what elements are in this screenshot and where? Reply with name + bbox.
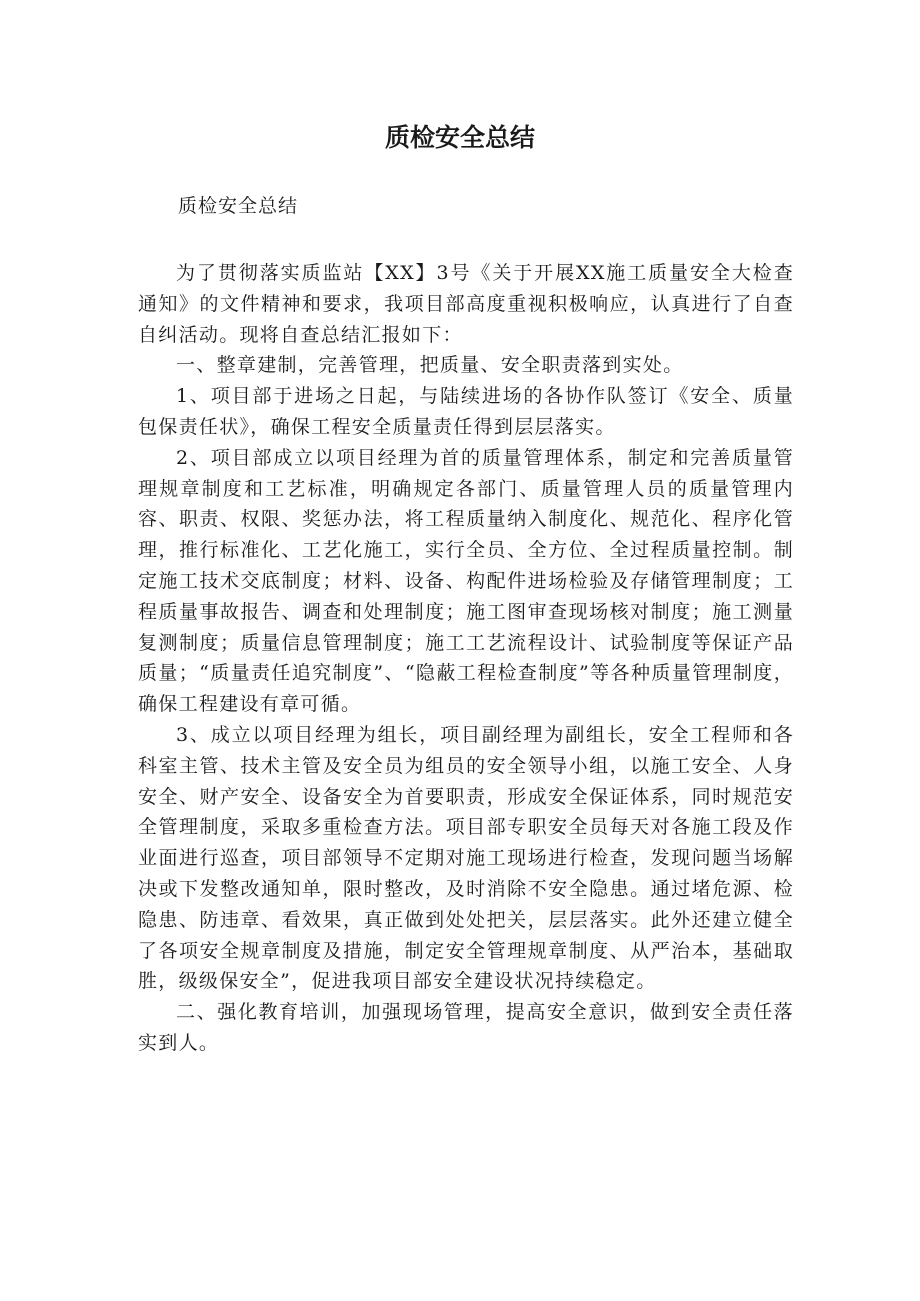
document-subtitle: 质检安全总结 xyxy=(178,195,299,217)
paragraph-item-3: 3、成立以项目经理为组长，项目副经理为副组长，安全工程师和各科室主管、技术主管及安全员为组员的安全领导小组，以施工安全、人身安全、财产安全、设备安全为首要职责，形成安全保证体系，同时规范安全管理制度，采取多重检查方法。项目部专职安全员每天对各施工段及作业面进行巡查，项目部领导不定期对施工现场进行检查，发现问题当场解决或下发整改通知单，限时整改，及时消除不安全隐患。通过堵危源、检隐患、防违章、看效果，真正做到处处把关，层层落实。此外还建立健全了各项安全规章制度及措施，制定安全管理规章制度、从严治本，基础取胜，级级保安全”，促进我项目部安全建设状况持续稳定。 xyxy=(138,723,794,993)
paragraph-section-two-heading: 二、强化教育培训，加强现场管理，提高安全意识，做到安全责任落实到人。 xyxy=(138,1001,794,1054)
paragraph-item-1: 1、项目部于进场之日起，与陆续进场的各协作队签订《安全、质量包保责任状》，确保工程安全质量责任得到层层落实。 xyxy=(138,385,794,438)
paragraph-intro: 为了贯彻落实质监站【XX】3号《关于开展XX施工质量安全大检查通知》的文件精神和要求，我项目部高度重视积极响应，认真进行了自查自纠活动。现将自查总结汇报如下： xyxy=(138,262,794,346)
paragraph-item-2: 2、项目部成立以项目经理为首的质量管理体系，制定和完善质量管理规章制度和工艺标准，明确规定各部门、质量管理人员的质量管理内容、职责、权限、奖惩办法，将工程质量纳入制度化、规范化、程序化管理，推行标准化、工艺化施工，实行全员、全方位、全过程质量控制。制定施工技术交底制度；材料、设备、构配件进场检验及存储管理制度；工程质量事故报告、调查和处理制度；施工图审查现场核对制度；施工测量复测制度；质量信息管理制度；施工工艺流程设计、试验制度等保证产品质量；“质量责任追究制度”、“隐蔽工程检查制度”等各种质量管理制度，确保工程建设有章可循。 xyxy=(138,446,794,716)
document-body xyxy=(138,258,794,1059)
document-title: 质检安全总结 xyxy=(384,123,535,152)
paragraph-section-one-heading: 一、整章建制，完善管理，把质量、安全职责落到实处。 xyxy=(176,354,684,377)
